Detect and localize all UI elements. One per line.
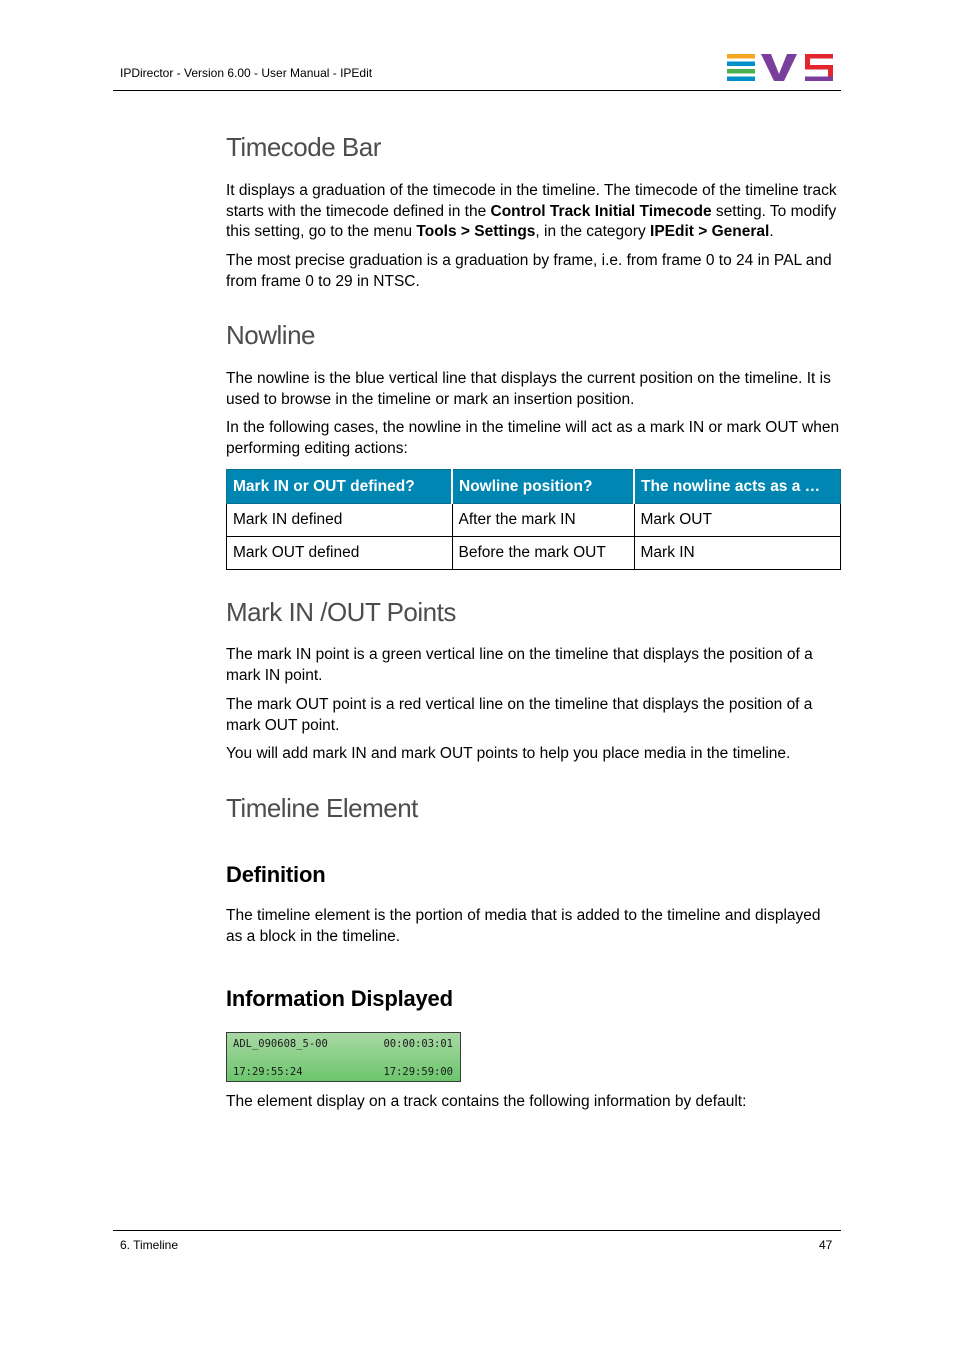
table-header-cell: The nowline acts as a …	[634, 470, 841, 504]
table-row	[227, 537, 841, 570]
table-cell: Mark IN	[634, 537, 841, 570]
table-header-cell: Mark IN or OUT defined?	[227, 470, 453, 504]
evs-logo	[727, 54, 833, 81]
text-run: setting. To modify this setting, go to the menu	[226, 202, 837, 240]
running-header: IPDirector - Version 6.00 - User Manual - IPEdit	[120, 66, 373, 80]
element-duration: 00:00:03:01	[383, 1038, 453, 1050]
text-run: It displays a graduation of the timecode in the timeline. The timecode of the timeline track starts with the timecode defined in the	[226, 182, 837, 220]
table-cell: After the mark IN	[452, 504, 634, 537]
heading-timeline-element: Timeline Element	[226, 793, 418, 823]
header-divider	[113, 90, 841, 91]
footer-divider	[113, 1230, 841, 1231]
element-tc-in: 17:29:55:24	[233, 1066, 303, 1078]
evs-logo-graphic	[727, 54, 833, 81]
bold-term: Tools > Settings	[416, 223, 536, 240]
heading-mark-points: Mark IN /OUT Points	[226, 597, 456, 627]
information-paragraph: The element display on a track contains the following information by default:	[226, 1093, 747, 1110]
mark-points-paragraph-2: The mark OUT point is a red vertical line on the timeline that displays the position of a mark OUT point.	[226, 696, 813, 734]
text-run: , in the category	[535, 223, 651, 240]
heading-nowline: Nowline	[226, 320, 315, 350]
table-header-cell: Nowline position?	[452, 470, 634, 504]
bold-term: IPEdit > General	[650, 223, 770, 240]
nowline-paragraph-1: The nowline is the blue vertical line that displays the current position on the timeline. It is used to browse in the timeline or mark an insertion position.	[226, 370, 831, 408]
timecode-bar-paragraph-1	[226, 181, 841, 243]
text-run: .	[769, 223, 774, 240]
mark-points-paragraph-3: You will add mark IN and mark OUT points to help you place media in the timeline.	[226, 745, 791, 762]
bold-term: Control Track Initial Timecode	[490, 202, 712, 220]
heading-information-displayed: Information Displayed	[226, 986, 453, 1011]
page-number: 47	[819, 1238, 833, 1252]
table-cell: Before the mark OUT	[452, 537, 634, 570]
table-header-row	[227, 470, 841, 504]
timeline-element-sample	[226, 1032, 461, 1082]
footer-chapter: 6. Timeline	[120, 1238, 179, 1252]
table-row	[227, 504, 841, 537]
table-cell: Mark OUT	[634, 504, 841, 537]
mark-points-paragraph-1: The mark IN point is a green vertical line on the timeline that displays the position of a mark IN point.	[226, 646, 813, 684]
table-cell: Mark OUT defined	[227, 537, 453, 570]
nowline-paragraph-2: In the following cases, the nowline in the timeline will act as a mark IN or mark OUT when performing editing actions:	[226, 419, 840, 457]
nowline-cases-table	[226, 469, 841, 570]
heading-timecode-bar: Timecode Bar	[226, 132, 381, 162]
definition-paragraph: The timeline element is the portion of media that is added to the timeline and displayed as a block in the timeline.	[226, 907, 821, 945]
timecode-bar-paragraph-2: The most precise graduation is a graduation by frame, i.e. from frame 0 to 24 in PAL and from frame 0 to 29 in NTSC.	[226, 252, 832, 290]
element-name: ADL_090608_5-00	[233, 1038, 328, 1050]
heading-definition: Definition	[226, 862, 326, 887]
element-tc-out: 17:29:59:00	[383, 1066, 453, 1078]
table-cell: Mark IN defined	[227, 504, 453, 537]
